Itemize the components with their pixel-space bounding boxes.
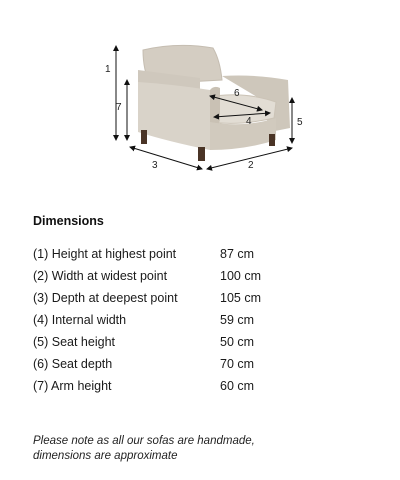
marker-7: 7 (116, 102, 122, 113)
dimension-label: (6) Seat depth (33, 357, 113, 371)
note-line-2: dimensions are approximate (33, 450, 178, 462)
marker-1: 1 (105, 64, 111, 75)
handmade-note (33, 434, 373, 464)
dimension-value: 50 cm (220, 335, 255, 349)
dimension-row-seat-depth (33, 353, 293, 375)
dimensions-table (33, 243, 293, 397)
note-line-1: Please note as all our sofas are handmade, (33, 435, 255, 447)
dimension-row-arm-height (33, 375, 293, 397)
dimension-label: (3) Depth at deepest point (33, 291, 178, 305)
dimension-label: (1) Height at highest point (33, 247, 177, 261)
dimension-value: 59 cm (220, 313, 255, 327)
marker-3: 3 (152, 160, 158, 171)
back-right-leg (269, 134, 275, 146)
marker-5: 5 (297, 117, 303, 128)
dimension-row-internal-width (33, 309, 293, 331)
dimension-row-width (33, 265, 293, 287)
dimension-row-height (33, 243, 293, 265)
front-left-leg (141, 130, 147, 144)
dimension-value: 70 cm (220, 357, 255, 371)
dimension-label: (5) Seat height (33, 335, 115, 349)
front-right-leg (198, 147, 205, 161)
dimension-label: (4) Internal width (33, 313, 127, 327)
dimension-label: (2) Width at widest point (33, 269, 168, 283)
dimensions-title: Dimensions (33, 214, 104, 228)
dimension-row-depth (33, 287, 293, 309)
dimension-value: 87 cm (220, 247, 255, 261)
armchair-dimension-diagram (0, 0, 400, 200)
marker-2: 2 (248, 160, 254, 171)
dimension-value: 60 cm (220, 379, 255, 393)
marker-6: 6 (234, 88, 240, 99)
dimension-label: (7) Arm height (33, 379, 112, 393)
armchair-illustration (138, 45, 290, 161)
dimension-value: 105 cm (220, 291, 261, 305)
dimension-value: 100 cm (220, 269, 261, 283)
marker-4: 4 (246, 116, 252, 127)
depth-line (130, 147, 202, 169)
dimension-row-seat-height (33, 331, 293, 353)
